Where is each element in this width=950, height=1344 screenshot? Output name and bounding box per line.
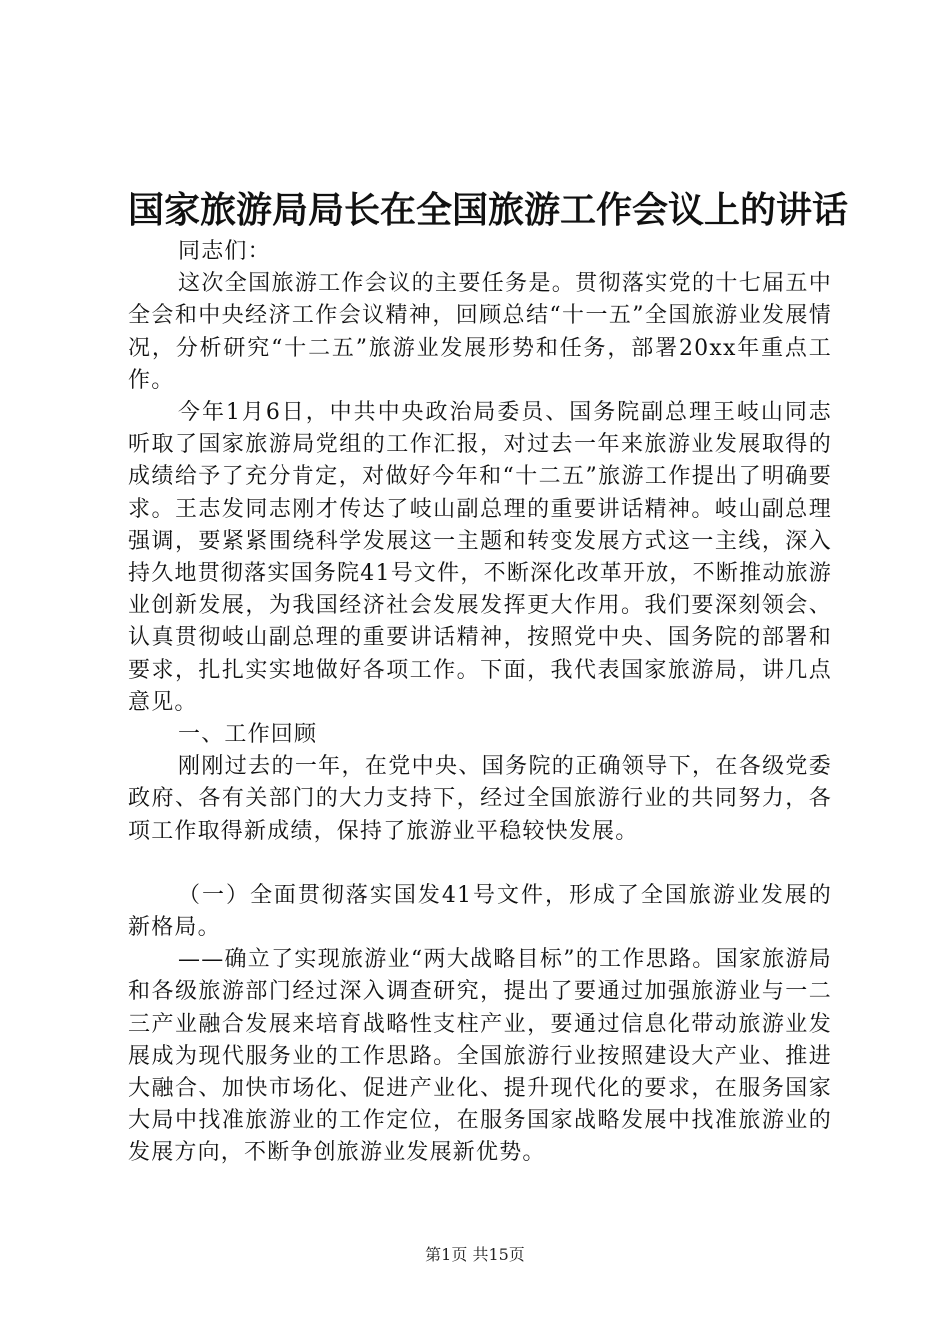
page-number-footer: 第1页 共15页: [425, 1245, 525, 1264]
body-paragraph: 刚刚过去的一年，在党中央、国务院的正确领导下，在各级党委政府、各有关部门的大力支持下，经过全国旅游行业的共同努力，各项工作取得新成绩，保持了旅游业平稳较快发展。: [128, 754, 832, 844]
body-paragraph: ——确立了实现旅游业“两大战略目标”的工作思路。国家旅游局和各级旅游部门经过深入调查研究，提出了要通过加强旅游业与一二三产业融合发展来培育战略性支柱产业，要通过信息化带动旅游业发展成为现代服务业的工作思路。全国旅游行业按照建设大产业、推进大融合、加快市场化、促进产业化、提升现代化的要求，在服务国家大局中找准旅游业的工作定位，在服务国家战略发展中找准旅游业的发展方向，不断争创旅游业发展新优势。: [128, 947, 832, 1166]
body-paragraph: 今年1月6日，中共中央政治局委员、国务院副总理王岐山同志听取了国家旅游局党组的工作汇报，对过去一年来旅游业发展取得的成绩给予了充分肯定，对做好今年和“十二五”旅游工作提出了明确要求。王志发同志刚才传达了岐山副总理的重要讲话精神。岐山副总理强调，要紧紧围绕科学发展这一主题和转变发展方式这一主线，深入持久地贯彻落实国务院41号文件，不断深化改革开放，不断推动旅游业创新发展，为我国经济社会发展发挥更大作用。我们要深刻领会、认真贯彻岐山副总理的重要讲话精神，按照党中央、国务院的部署和要求，扎扎实实地做好各项工作。下面，我代表国家旅游局，讲几点意见。: [128, 400, 832, 715]
subsection-heading: （一）全面贯彻落实国发41号文件，形成了全国旅游业发展的新格局。: [128, 882, 832, 941]
body-paragraph: 这次全国旅游工作会议的主要任务是。贯彻落实党的十七届五中全会和中央经济工作会议精神，回顾总结“十一五”全国旅游业发展情况，分析研究“十二五”旅游业发展形势和任务，部署20xx年重点工作。: [128, 271, 832, 393]
section-heading: 一、工作回顾: [178, 722, 318, 748]
document-body: [128, 236, 832, 1170]
document-title: 国家旅游局局长在全国旅游工作会议上的讲话: [128, 189, 849, 231]
paragraph-spacer: [128, 848, 832, 880]
salutation-paragraph: 同志们：: [178, 239, 271, 264]
